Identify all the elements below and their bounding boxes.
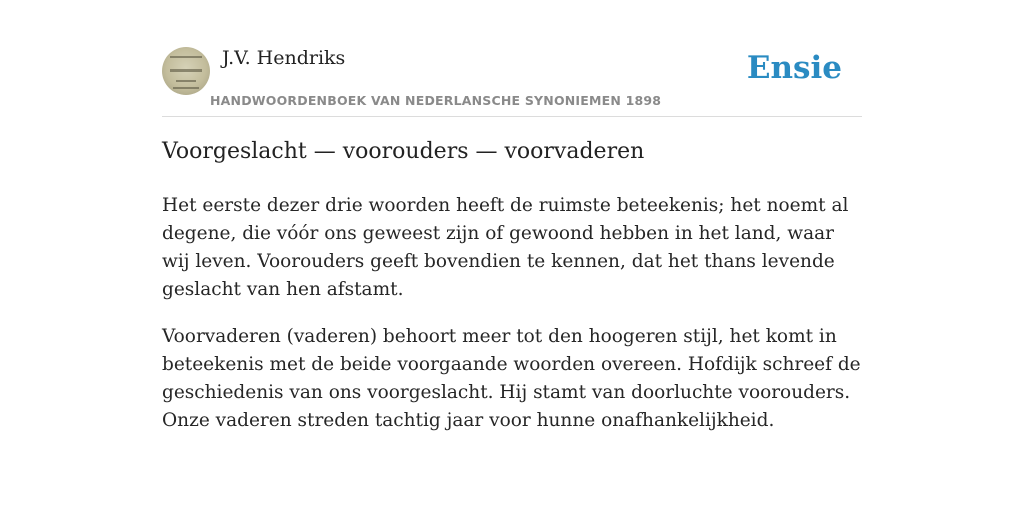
avatar-line (176, 80, 196, 82)
entry-paragraph: Voorvaderen (vaderen) behoort meer tot den hoogeren stijl, het komt in beteekenis met de beide voorgaande woorden overeen. Hofdijk schreef de geschiedenis van ons voorgeslacht. Hij stamt van doorluchte voorouders. Onze vaderen streden tachtig jaar voor hunne onafhankelijkheid. (162, 326, 861, 431)
source-title[interactable]: HANDWOORDENBOEK VAN NEDERLANSCHE SYNONIEMEN 1898 (210, 93, 662, 108)
author-name[interactable]: J.V. Hendriks (222, 47, 346, 69)
entry-body (162, 192, 862, 454)
avatar-line (170, 56, 202, 58)
avatar-line (173, 87, 199, 89)
entry-title: Voorgeslacht — voorouders — voorvaderen (162, 139, 645, 164)
brand-logo[interactable]: Ensie (746, 50, 842, 86)
source-book-avatar[interactable] (162, 47, 210, 95)
avatar-line (170, 69, 202, 72)
entry-paragraph: Het eerste dezer drie woorden heeft de ruimste beteekenis; het noemt al degene, die vóór ons geweest zijn of gewoond hebben in het land, waar wij leven. Voorouders geeft bovendien te kennen, dat het thans levende geslacht van hen afstamt. (162, 195, 849, 300)
entry-header (162, 44, 862, 117)
